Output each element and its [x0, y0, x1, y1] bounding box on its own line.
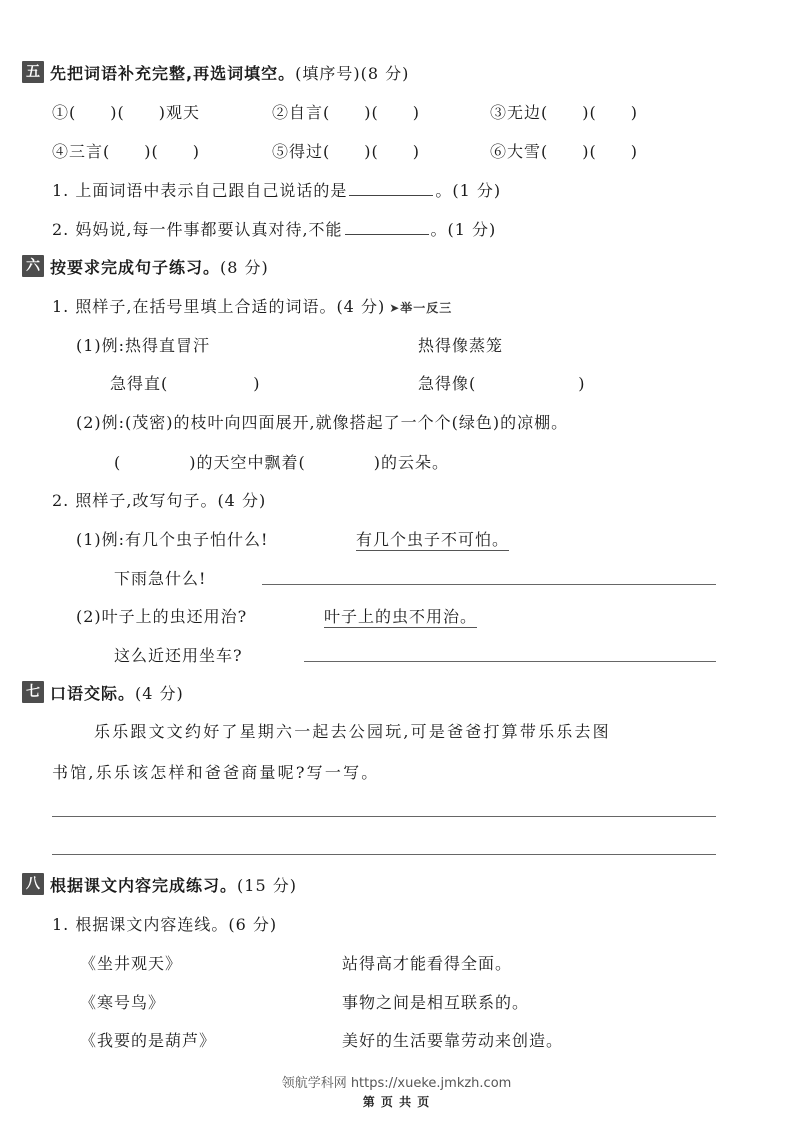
question-5-1 [52, 178, 501, 201]
section-8-header [22, 872, 297, 896]
match-left-2[interactable]: 《寒号鸟》 [80, 993, 166, 1012]
word-item-2: ②自言( )( ) [272, 103, 420, 122]
section-7-score: (4 分) [135, 683, 184, 703]
fill-1-c[interactable]: 急得直( ) [110, 374, 261, 393]
section-6-score: (8 分) [220, 257, 269, 277]
section-5-title: 先把词语补充完整,再选词填空。 [50, 63, 296, 83]
page-number: 第 页 共 页 [362, 1095, 431, 1109]
section-5-badge: 五 [22, 61, 44, 83]
answer-line-rewrite-2[interactable] [304, 661, 716, 662]
rewrite-example-2-answer-wrap [324, 604, 477, 627]
rewrite-example-1-question: (1)例:有几个虫子怕什么! [76, 530, 269, 549]
match-right-3[interactable]: 美好的生活要靠劳动来创造。 [342, 1031, 564, 1050]
rewrite-example-1-answer: 有几个虫子不可怕。 [356, 530, 510, 549]
fill-2[interactable]: ( )的天空中飘着( )的云朵。 [114, 453, 449, 472]
match-left-1[interactable]: 《坐井观天》 [80, 954, 183, 973]
question-5-1-text: 1. 上面词语中表示自己跟自己说话的是 [52, 181, 348, 200]
section-7-badge: 七 [22, 681, 44, 703]
answer-line-dialogue-1[interactable] [52, 816, 716, 817]
section-8-badge: 八 [22, 873, 44, 895]
match-left-3[interactable]: 《我要的是葫芦》 [80, 1031, 217, 1050]
question-8-1-title: 1. 根据课文内容连线。(6 分) [52, 915, 278, 934]
answer-line-dialogue-2[interactable] [52, 854, 716, 855]
answer-blank-5-1[interactable] [349, 181, 433, 196]
section-6-badge: 六 [22, 255, 44, 277]
word-item-1: ①( )( )观天 [52, 103, 200, 122]
question-5-1-suffix: 。(1 分) [435, 181, 502, 200]
section-5-header [22, 60, 409, 84]
section-6-title: 按要求完成句子练习。 [50, 257, 221, 277]
word-item-4: ④三言( )( ) [52, 142, 200, 161]
answer-line-rewrite-1[interactable] [262, 584, 716, 585]
match-right-2[interactable]: 事物之间是相互联系的。 [342, 993, 530, 1012]
section-7-title: 口语交际。 [50, 683, 136, 703]
rewrite-example-2-answer: 叶子上的虫不用治。 [324, 607, 478, 626]
word-item-6: ⑥大雪( )( ) [490, 142, 638, 161]
question-5-2 [52, 217, 496, 240]
section-6-header [22, 254, 269, 278]
example-1-b: 热得像蒸笼 [418, 336, 504, 355]
answer-blank-5-2[interactable] [345, 220, 429, 235]
practice-tag: ➤举一反三 [389, 301, 453, 315]
rewrite-example-1-answer-wrap [356, 527, 509, 550]
section-7-header [22, 680, 184, 704]
example-1-a: (1)例:热得直冒汗 [76, 336, 211, 355]
section-8-score: (15 分) [237, 875, 297, 895]
fill-1-d[interactable]: 急得像( ) [418, 374, 586, 393]
dialogue-paragraph-line-2: 书馆,乐乐该怎样和爸爸商量呢?写一写。 [52, 763, 380, 782]
rewrite-task-1: 下雨急什么! [114, 569, 207, 588]
question-6-2-title: 2. 照样子,改写句子。(4 分) [52, 491, 267, 510]
watermark-text: 领航学科网 https://xueke.jmkzh.com [281, 1076, 512, 1091]
section-5-score: (填序号)(8 分) [295, 63, 410, 83]
example-2: (2)例:(茂密)的枝叶向四面展开,就像搭起了一个个(绿色)的凉棚。 [76, 413, 569, 432]
question-5-2-suffix: 。(1 分) [430, 220, 497, 239]
rewrite-example-2-question: (2)叶子上的虫还用治? [76, 607, 248, 626]
question-6-1-title: 1. 照样子,在括号里填上合适的词语。(4 分) [52, 297, 386, 316]
question-5-2-text: 2. 妈妈说,每一件事都要认真对待,不能 [52, 220, 343, 239]
match-right-1[interactable]: 站得高才能看得全面。 [342, 954, 513, 973]
dialogue-paragraph-line-1: 乐乐跟文文约好了星期六一起去公园玩,可是爸爸打算带乐乐去图 [94, 722, 611, 741]
question-6-1 [52, 294, 452, 317]
word-item-5: ⑤得过( )( ) [272, 142, 420, 161]
word-item-3: ③无边( )( ) [490, 103, 638, 122]
rewrite-task-2: 这么近还用坐车? [114, 646, 243, 665]
section-8-title: 根据课文内容完成练习。 [50, 875, 238, 895]
